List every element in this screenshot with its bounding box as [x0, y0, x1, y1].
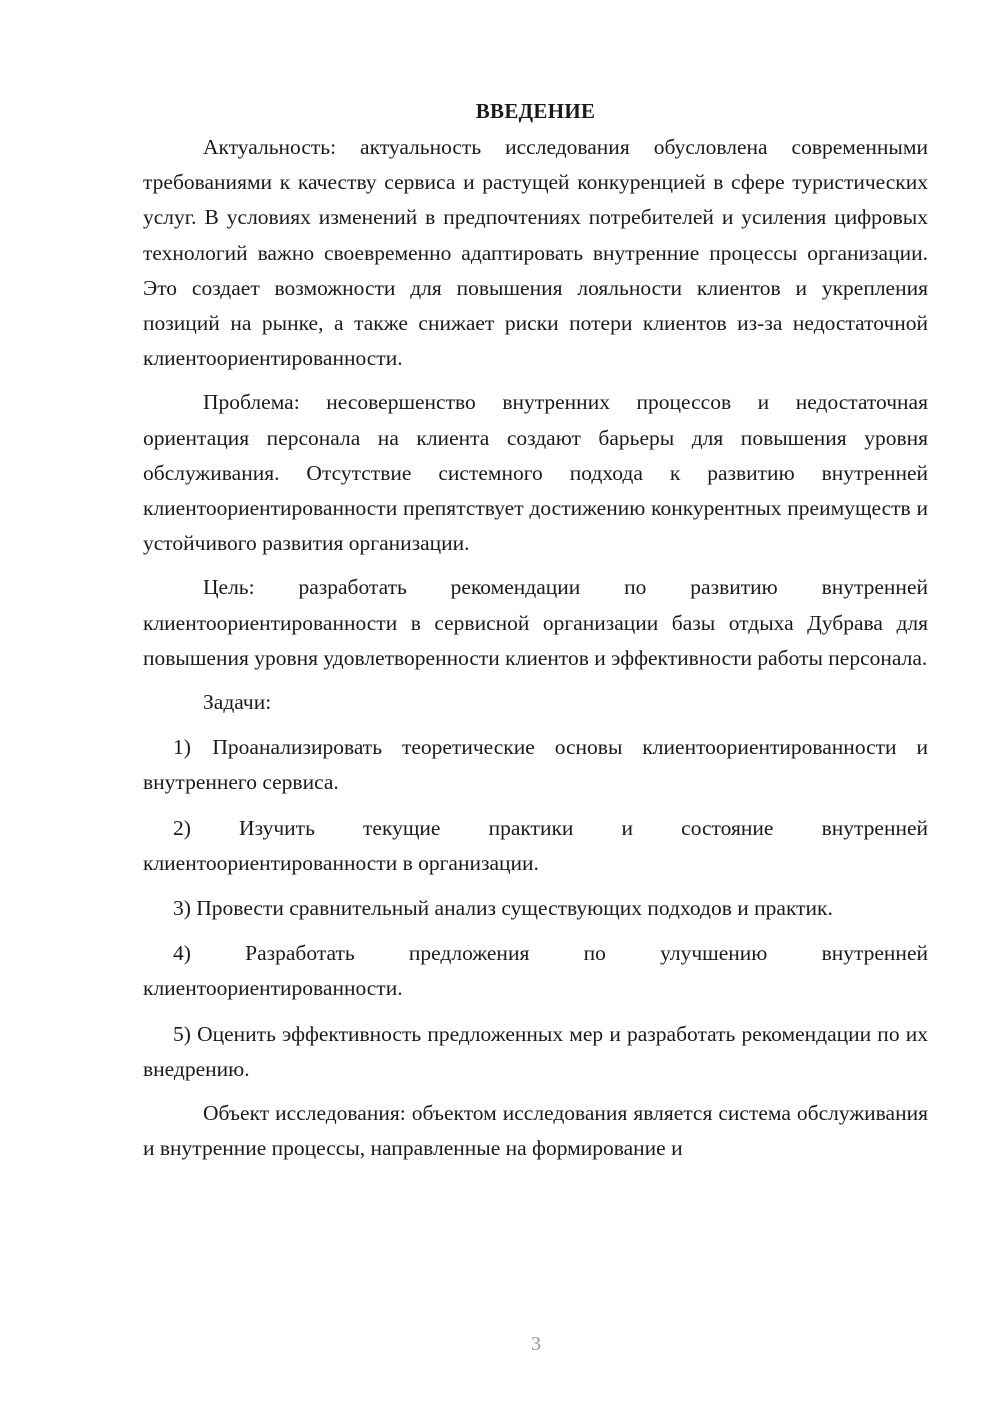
task-item-2: 2) Изучить текущие практики и состояние внутренней клиентоориентированности в организации.	[143, 815, 928, 875]
tasks-label: Задачи:	[203, 690, 272, 715]
task-item-3: 3) Провести сравнительный анализ существующих подходов и практик.	[173, 896, 833, 921]
paragraph-goal: Цель: разработать рекомендации по развитию внутренней клиентоориентированности в сервисной организации базы отдыха Дубрава для повышения уровня удовлетворенности клиентов и эффективности работы персонала.	[143, 575, 928, 670]
paragraph-object: Объект исследования: объектом исследования является система обслуживания и внутренние процессы, направленные на формирование и	[143, 1101, 928, 1161]
paragraph-relevance: Актуальность: актуальность исследования обусловлена современными требованиями к качеству сервиса и растущей конкуренцией в сфере туристических услуг. В условиях изменений в предпочтениях потребителей и усиления цифровых технологий важно своевременно адаптировать внутренние процессы организации. Это создает возможности для повышения лояльности клиентов и укрепления позиций на рынке, а также снижает риски потери клиентов из-за недостаточной клиентоориентированности.	[143, 135, 928, 371]
task-item-1: 1) Проанализировать теоретические основы клиентоориентированности и внутреннего сервиса.	[143, 735, 928, 795]
paragraph-problem: Проблема: несовершенство внутренних процессов и недостаточная ориентация персонала на клиента создают барьеры для повышения уровня обслуживания. Отсутствие системного подхода к развитию внутренней клиентоориентированности препятствует достижению конкурентных преимуществ и устойчивого развития организации.	[143, 390, 928, 556]
section-heading: ВВЕДЕНИЕ	[475, 99, 596, 123]
page-number: 3	[531, 1333, 541, 1355]
page-body	[143, 96, 928, 1166]
task-item-5: 5) Оценить эффективность предложенных мер и разработать рекомендации по их внедрению.	[143, 1021, 928, 1081]
task-item-4: 4) Разработать предложения по улучшению внутренней клиентоориентированности.	[143, 941, 928, 1001]
